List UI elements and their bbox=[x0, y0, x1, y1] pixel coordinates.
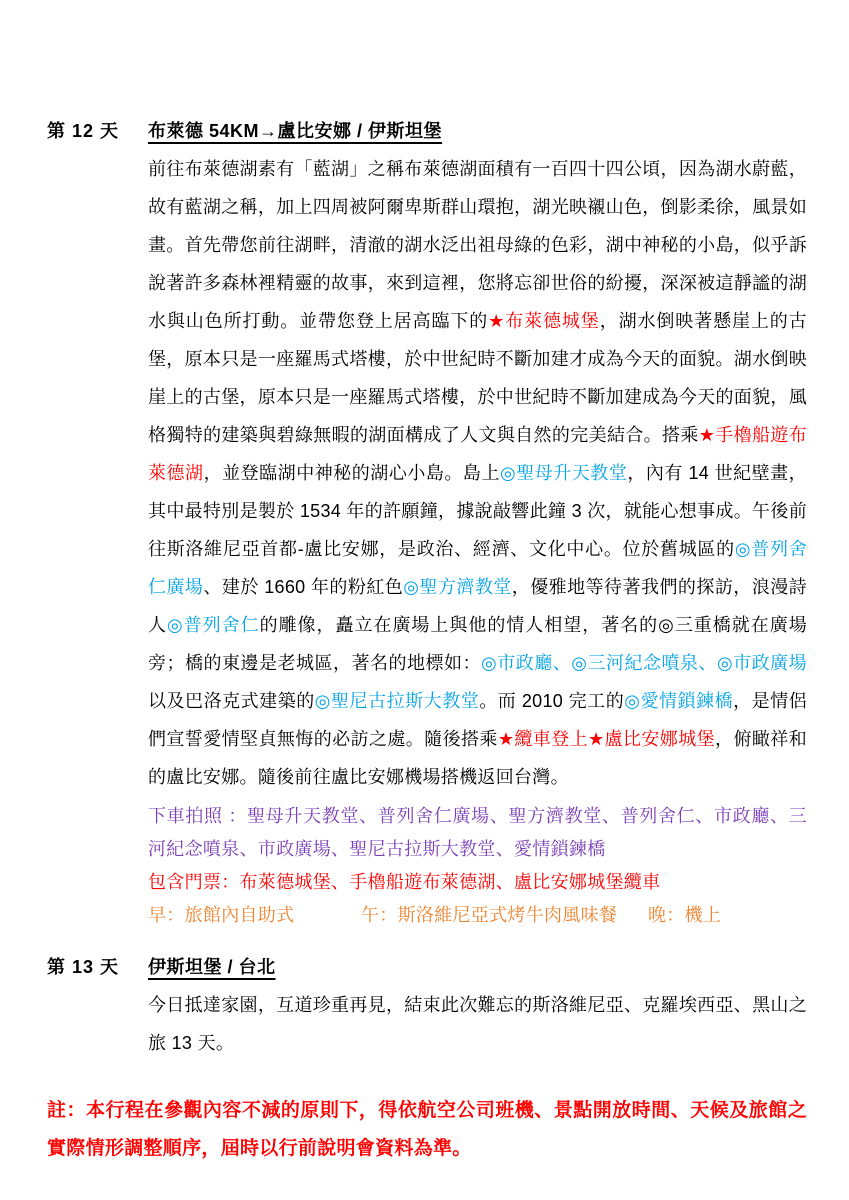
meal-lunch: 午：斯洛維尼亞式烤牛肉風味餐 bbox=[361, 905, 618, 925]
meal-dinner: 晚：機上 bbox=[648, 905, 722, 925]
text-segment-black: 、建於 1660 年的粉紅色 bbox=[203, 577, 404, 597]
text-segment-black: 以及巴洛克式建築的 bbox=[148, 691, 315, 711]
day12-section bbox=[47, 112, 807, 932]
included-tickets-label: 包含門票： bbox=[148, 872, 240, 892]
text-segment-red: ★纜車登上★盧比安娜城堡 bbox=[497, 729, 716, 749]
text-segment-black: ，並登臨湖中神秘的湖心小島。島上 bbox=[203, 463, 500, 483]
text-segment-black: 的雕像，矗立在廣場上與他的情人相望，著名的◎三重橋就在廣場旁；橋的東邊是老城區，著名的地標如： bbox=[148, 615, 807, 673]
meals-line bbox=[148, 899, 807, 932]
day12-header bbox=[47, 112, 807, 150]
text-segment-black: ，優雅地等待著我們的探訪，浪漫詩人 bbox=[148, 577, 807, 635]
meal-breakfast: 早：旅館內自助式 bbox=[148, 905, 295, 925]
text-segment-black: ，內有 14 世紀壁畫，其中最特別是製於 1534 年的許願鐘，據說敲響此鐘 3 次，就能心想事成。午後前往斯洛維尼亞首都-盧比安娜，是政治、經濟、文化中心。位於舊城區的 bbox=[148, 463, 807, 559]
photo-stops-label: 下車拍照 ： bbox=[148, 806, 248, 826]
text-segment-black: 前往布萊德湖素有「藍湖」之稱布萊德湖面積有一百四十四公頃，因為湖水蔚藍，故有藍湖之稱，加上四周被阿爾卑斯群山環抱，湖光映襯山色，倒影柔徐，風景如畫。首先帶您前往湖畔，清澈的湖水泛出祖母綠的色彩，湖中神秘的小島，似乎訴說著許多森林裡精靈的故事，來到這裡，您將忘卻世俗的紛擾，深深被這靜謐的湖水與山色所打動。並帶您登上居高臨下的 bbox=[148, 159, 807, 331]
text-segment-blue: ◎聖母升天教堂 bbox=[499, 463, 628, 483]
text-segment-black: ，是情侶們宣誓愛情堅貞無悔的必訪之處。隨後搭乘 bbox=[148, 691, 807, 749]
day13-title: 伊斯坦堡 / 台北 bbox=[148, 957, 276, 977]
text-segment-blue: ◎市政廳、◎三河紀念噴泉、◎市政廣場 bbox=[481, 653, 807, 673]
day12-title: 布萊德 54KM→盧比安娜 / 伊斯坦堡 bbox=[148, 121, 443, 141]
photo-stops-list: 聖母升天教堂、普列舍仁廣場、聖方濟教堂、普列舍仁、市政廳、三河紀念噴泉、市政廣場、聖尼古拉斯大教堂、愛情鎖鍊橋 bbox=[148, 806, 807, 859]
day13-label: 第 13 天 bbox=[47, 957, 120, 977]
text-segment-black: ，湖水倒映著懸崖上的古堡，原本只是一座羅馬式塔樓，於中世紀時不斷加建才成為今天的面貌。湖水倒映崖上的古堡，原本只是一座羅馬式塔樓，於中世紀時不斷加建成為今天的面貌，風格獨特的建築與碧綠無暇的湖面構成了人文與自然的完美結合。搭乘 bbox=[148, 311, 807, 445]
text-segment-blue: ◎聖方濟教堂 bbox=[403, 577, 512, 597]
document-content bbox=[47, 112, 807, 1168]
day13-description: 今日抵達家園，互道珍重再見，結束此次難忘的斯洛維尼亞、克羅埃西亞、黑山之旅 13 天。 bbox=[148, 995, 807, 1053]
text-segment-blue: ◎普列舍仁 bbox=[166, 615, 260, 635]
day12-label: 第 12 天 bbox=[47, 121, 120, 141]
text-segment-blue: ◎聖尼古拉斯大教堂 bbox=[314, 691, 480, 711]
day12-description bbox=[148, 150, 807, 796]
itinerary-note: 註：本行程在參觀內容不減的原則下，得依航空公司班機、景點開放時間、天候及旅館之實際情形調整順序，屆時以行前說明會資料為準。 bbox=[47, 1100, 807, 1159]
day13-body bbox=[148, 986, 807, 1062]
text-segment-blue: ◎愛情鎖鍊橋 bbox=[624, 691, 734, 711]
text-segment-red: ★手櫓船遊布萊德湖 bbox=[148, 425, 807, 483]
text-segment-blue: ◎普列舍仁廣場 bbox=[148, 539, 808, 597]
photo-stops-line bbox=[148, 800, 807, 866]
text-segment-red: ★布萊德城堡 bbox=[488, 311, 600, 331]
text-segment-black: 。而 2010 完工的 bbox=[479, 691, 625, 711]
day12-body bbox=[148, 150, 807, 932]
day13-section bbox=[47, 948, 807, 1062]
included-tickets-line bbox=[148, 866, 807, 899]
included-tickets-list: 布萊德城堡、手櫓船遊布萊德湖、盧比安娜城堡纜車 bbox=[239, 872, 661, 892]
text-segment-black: ，俯瞰祥和的盧比安娜。隨後前往盧比安娜機場搭機返回台灣。 bbox=[148, 729, 807, 787]
day13-header bbox=[47, 948, 807, 986]
